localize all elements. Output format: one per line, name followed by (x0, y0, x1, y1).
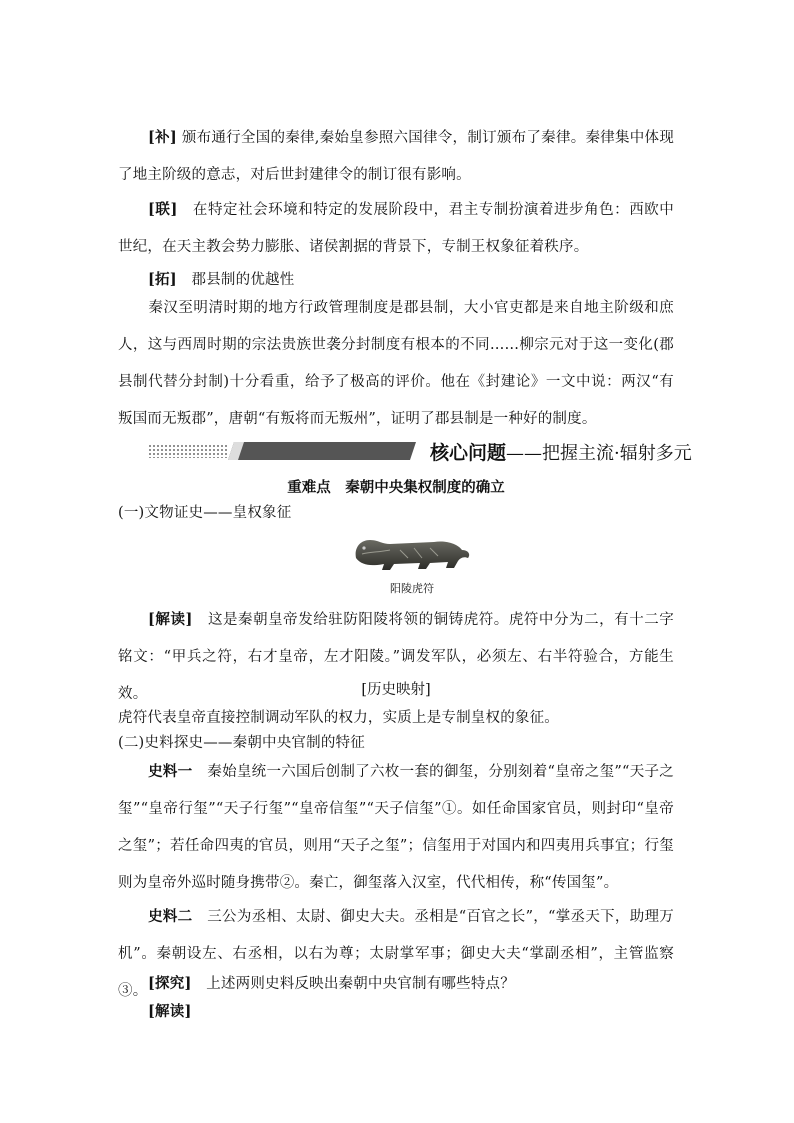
banner-bar (228, 442, 416, 460)
source-2-text: 三公为丞相、太尉、御史大夫。丞相是“百官之长”，“掌丞天下，助理万机”。秦朝设左、右丞相，以右为尊；太尉掌军事；御史大夫“掌副丞相”，主管监察③。 (118, 909, 674, 999)
subsection-1-text: (一)文物证史——皇权象征 (118, 505, 292, 521)
section-heading: 重难点 秦朝中央集权制度的确立 (287, 479, 505, 496)
extension-tag: [拓] (148, 271, 177, 288)
subsection-1-heading (118, 495, 674, 532)
banner-subtitle: ——把握主流·辐射多元 (506, 443, 692, 464)
source-1-text: 秦始皇统一六国后创制了六枚一套的御玺，分别刻着“皇帝之玺”“天子之玺”“皇帝行玺”“天子行玺”“皇帝信玺”“天子信玺”①。如任命国家官员，则封印“皇帝之玺”；若任命四夷的官员，则用“天子之玺”；信玺用于对国内和四夷用兵事宜；行玺则为皇帝外巡时随身携带②。秦亡，御玺落入汉室，代代相传，称“传国玺”。 (118, 764, 674, 891)
history-mapping-heading: [历史映射] (361, 682, 431, 698)
source-1-tag: 史料一 (148, 763, 193, 780)
interpretation-1-text: 这是秦朝皇帝发给驻防阳陵将领的铜铸虎符。虎符中分为二，有十二字铭文：“甲兵之符，右才皇帝，左才阳陵。”调发军队，必须左、右半符验合，方能生效。 (118, 612, 674, 702)
banner-dots (148, 444, 228, 458)
inquiry-text: 上述两则史料反映出秦朝中央官制有哪些特点？ (206, 976, 515, 992)
supplement-paragraph (118, 119, 674, 194)
link-tag: [联] (148, 201, 178, 218)
core-question-banner (148, 438, 692, 464)
supplement-tag: [补] (148, 129, 177, 146)
source-2-tag: 史料二 (148, 908, 193, 925)
link-text: 在特定社会环境和特定的发展阶段中，君主专制扮演着进步角色：西欧中世纪，在天主教会势力膨胀、诸侯割据的背景下，专制王权象征着秩序。 (118, 202, 674, 255)
tiger-tally-image (350, 528, 474, 576)
interpretation-2-tag: [解读] (148, 1003, 192, 1020)
source-1-paragraph (118, 753, 674, 902)
interpretation-1-tag: [解读] (148, 611, 193, 628)
interpretation-2-paragraph (118, 993, 674, 1031)
link-paragraph (118, 191, 674, 266)
inquiry-tag: [探究] (148, 975, 192, 992)
subsection-2-text: (二)史料探史——秦朝中央官制的特征 (118, 735, 365, 751)
banner-title (430, 438, 692, 465)
extension-title: 郡县制的优越性 (191, 272, 295, 288)
image-caption: 阳陵虎符 (390, 582, 434, 595)
history-mapping-text: 虎符代表皇帝直接控制调动军队的权力，实质上是专制皇权的象征。 (118, 710, 559, 726)
banner-title-main: 核心问题 (430, 442, 507, 464)
extension-paragraph (118, 290, 674, 438)
supplement-text: 颁布通行全国的秦律,秦始皇参照六国律令，制订颁布了秦律。秦律集中体现了地主阶级的意志，对后世封建律令的制订很有影响。 (118, 130, 675, 183)
extension-text: 秦汉至明清时期的地方行政管理制度是郡县制，大小官吏都是来自地主阶级和庶人，这与西周时期的宗法贵族世袭分封制度有根本的不同……柳宗元对于这一变化(郡县制代替分封制)十分看重，给予了极高的评价。他在《封建论》一文中说：两汉“有叛国而无叛郡”，唐朝“有叛将而无叛州”，证明了郡县制是一种好的制度。 (118, 300, 674, 427)
